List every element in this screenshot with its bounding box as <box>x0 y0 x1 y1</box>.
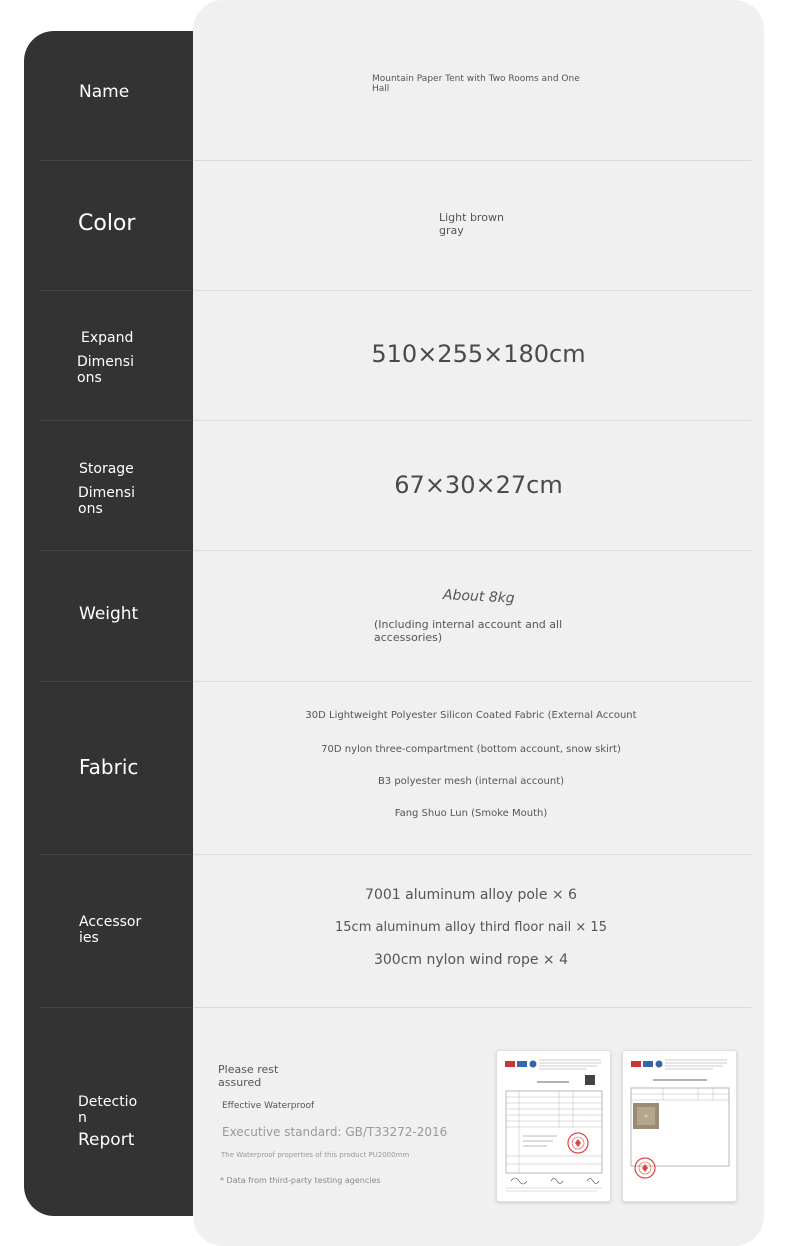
rest-assured-text: Please rest assured <box>218 1063 279 1089</box>
waterproof-note: The Waterproof properties of this product PU2000mm <box>221 1151 410 1159</box>
row-divider <box>40 854 193 855</box>
expand-dimensions-label: Expand Dimensi ons <box>77 330 134 386</box>
row-divider <box>193 1007 751 1008</box>
storage-dimensions-value: 67×30×27cm <box>394 471 563 499</box>
fabric-item: B3 polyester mesh (internal account) <box>377 776 565 787</box>
accessories-label: Accessor ies <box>79 914 142 946</box>
row-divider <box>40 160 193 161</box>
row-divider <box>40 681 193 682</box>
row-divider <box>193 420 751 421</box>
row-divider <box>193 290 751 291</box>
row-divider <box>40 550 193 551</box>
color-label: Color <box>78 211 136 236</box>
name-value: Mountain Paper Tent with Two Rooms and One Hall <box>372 74 580 94</box>
row-divider <box>193 160 751 161</box>
accessory-item: 300cm nylon wind rope × 4 <box>373 952 569 968</box>
row-divider <box>193 681 751 682</box>
row-divider <box>193 854 751 855</box>
expand-dimensions-value: 510×255×180cm <box>371 340 586 368</box>
test-report-thumbnail <box>497 1051 610 1201</box>
fabric-label: Fabric <box>79 755 139 779</box>
accessory-item: 15cm aluminum alloy third floor nail × 15 <box>335 920 607 935</box>
fabric-item: Fang Shuo Lun (Smoke Mouth) <box>394 808 548 819</box>
row-divider <box>40 1007 193 1008</box>
executive-standard: Executive standard: GB/T33272-2016 <box>222 1125 448 1139</box>
fabric-item: 30D Lightweight Polyester Silicon Coated Fabric (External Account <box>305 710 637 721</box>
source-note: * Data from third-party testing agencies <box>220 1176 381 1185</box>
weight-label: Weight <box>79 604 139 624</box>
weight-note: (Including internal account and all accessories) <box>374 618 563 644</box>
accessory-item: 7001 aluminum alloy pole × 6 <box>365 887 577 903</box>
color-value: Light brown gray <box>439 211 504 237</box>
detection-report-label: Detectio n Report <box>78 1094 138 1150</box>
name-label: Name <box>79 82 130 102</box>
test-report-thumbnail <box>623 1051 736 1201</box>
weight-value: About 8kg <box>442 587 516 607</box>
storage-dimensions-label: Storage Dimensi ons <box>78 461 135 517</box>
effective-waterproof: Effective Waterproof <box>222 1101 315 1111</box>
test-report-image <box>622 1050 737 1202</box>
row-divider <box>40 290 193 291</box>
row-divider <box>193 550 751 551</box>
test-report-image <box>496 1050 611 1202</box>
fabric-item: 70D nylon three-compartment (bottom account, snow skirt) <box>321 744 621 755</box>
row-divider <box>40 420 193 421</box>
